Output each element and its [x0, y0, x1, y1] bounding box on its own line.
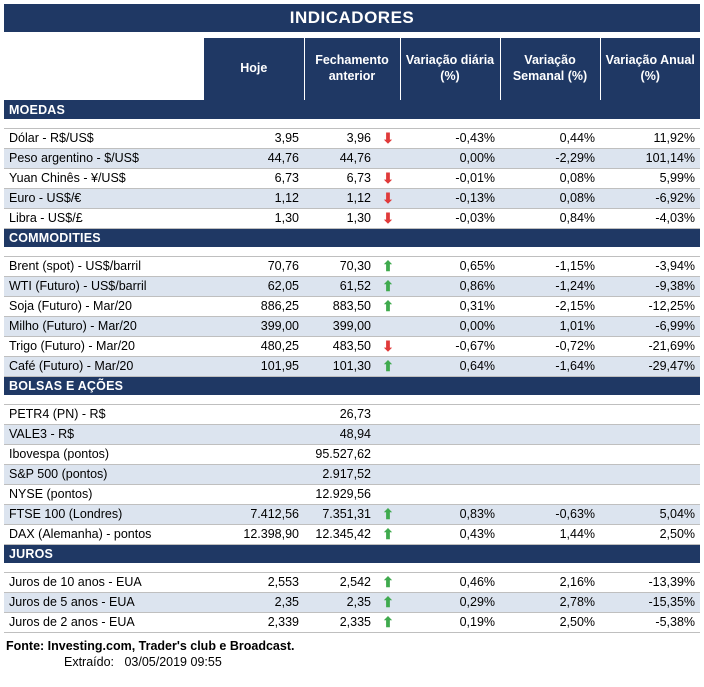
cell-variacao-semanal: -1,24%	[500, 276, 600, 296]
cell-variacao-anual: -6,92%	[600, 188, 700, 208]
cell-fechamento: 12.345,42	[304, 524, 376, 544]
cell-variacao-semanal	[500, 424, 600, 444]
cell-hoje	[204, 424, 304, 444]
arrow-up-icon: ⬆	[376, 296, 400, 316]
cell-variacao-semanal: -0,63%	[500, 504, 600, 524]
cell-variacao-semanal: 0,44%	[500, 128, 600, 148]
cell-variacao-diaria: -0,01%	[400, 168, 500, 188]
table-row	[4, 208, 700, 228]
cell-hoje: 3,95	[204, 128, 304, 148]
cell-variacao-anual: 5,04%	[600, 504, 700, 524]
footer	[4, 637, 700, 671]
cell-variacao-diaria: 0,31%	[400, 296, 500, 316]
cell-variacao-semanal: 2,50%	[500, 612, 600, 632]
table-row	[4, 148, 700, 168]
cell-hoje: 62,05	[204, 276, 304, 296]
spacer-cell	[4, 247, 700, 256]
cell-hoje: 2,339	[204, 612, 304, 632]
cell-fechamento: 399,00	[304, 316, 376, 336]
cell-variacao-anual	[600, 484, 700, 504]
table-row	[4, 524, 700, 544]
cell-variacao-semanal: 1,44%	[500, 524, 600, 544]
cell-variacao-anual: -3,94%	[600, 256, 700, 276]
section-spacer	[4, 563, 700, 572]
spacer-cell	[4, 395, 700, 404]
cell-variacao-diaria: 0,00%	[400, 316, 500, 336]
header-fechamento-anterior: Fechamento anterior	[304, 38, 400, 100]
table-row	[4, 276, 700, 296]
cell-variacao-diaria	[400, 464, 500, 484]
cell-fechamento: 48,94	[304, 424, 376, 444]
row-label: VALE3 - R$	[4, 424, 204, 444]
spacer-cell	[4, 563, 700, 572]
cell-variacao-diaria: 0,83%	[400, 504, 500, 524]
table-body	[4, 100, 700, 632]
cell-fechamento: 95.527,62	[304, 444, 376, 464]
row-label: Trigo (Futuro) - Mar/20	[4, 336, 204, 356]
row-label: Soja (Futuro) - Mar/20	[4, 296, 204, 316]
cell-fechamento: 26,73	[304, 404, 376, 424]
arrow-down-icon: ⬇	[376, 168, 400, 188]
cell-variacao-semanal	[500, 444, 600, 464]
row-label: Brent (spot) - US$/barril	[4, 256, 204, 276]
cell-variacao-anual: 11,92%	[600, 128, 700, 148]
cell-variacao-semanal: -0,72%	[500, 336, 600, 356]
cell-variacao-anual: -29,47%	[600, 356, 700, 376]
header-variacao-anual: Variação Anual (%)	[600, 38, 700, 100]
row-label: Ibovespa (pontos)	[4, 444, 204, 464]
footer-extracted-value: 03/05/2019 09:55	[124, 654, 222, 669]
cell-variacao-diaria: 0,46%	[400, 572, 500, 592]
cell-variacao-anual: 101,14%	[600, 148, 700, 168]
cell-fechamento: 2,35	[304, 592, 376, 612]
table-row	[4, 444, 700, 464]
arrow-none	[376, 424, 400, 444]
cell-fechamento: 483,50	[304, 336, 376, 356]
cell-variacao-semanal: -1,15%	[500, 256, 600, 276]
section-header	[4, 228, 700, 247]
section-title: MOEDAS	[4, 100, 700, 119]
cell-fechamento: 6,73	[304, 168, 376, 188]
cell-variacao-diaria: -0,13%	[400, 188, 500, 208]
table-row	[4, 356, 700, 376]
cell-fechamento: 1,30	[304, 208, 376, 228]
table-row	[4, 128, 700, 148]
cell-fechamento: 44,76	[304, 148, 376, 168]
arrow-down-icon: ⬇	[376, 336, 400, 356]
cell-variacao-anual: -9,38%	[600, 276, 700, 296]
table-row	[4, 484, 700, 504]
cell-variacao-anual: -15,35%	[600, 592, 700, 612]
cell-variacao-semanal: 0,08%	[500, 188, 600, 208]
row-label: Dólar - R$/US$	[4, 128, 204, 148]
cell-variacao-diaria	[400, 444, 500, 464]
arrow-down-icon: ⬇	[376, 208, 400, 228]
cell-variacao-diaria	[400, 424, 500, 444]
row-label: PETR4 (PN) - R$	[4, 404, 204, 424]
cell-variacao-diaria: 0,43%	[400, 524, 500, 544]
cell-hoje: 44,76	[204, 148, 304, 168]
row-label: NYSE (pontos)	[4, 484, 204, 504]
page-title: INDICADORES	[4, 4, 700, 32]
cell-variacao-diaria: 0,00%	[400, 148, 500, 168]
row-label: Milho (Futuro) - Mar/20	[4, 316, 204, 336]
cell-hoje: 6,73	[204, 168, 304, 188]
table-row	[4, 612, 700, 632]
cell-variacao-anual: 5,99%	[600, 168, 700, 188]
table-row	[4, 424, 700, 444]
cell-fechamento: 101,30	[304, 356, 376, 376]
cell-variacao-diaria: -0,67%	[400, 336, 500, 356]
cell-variacao-semanal	[500, 464, 600, 484]
cell-variacao-semanal: 0,08%	[500, 168, 600, 188]
cell-variacao-anual: -4,03%	[600, 208, 700, 228]
row-label: Yuan Chinês - ¥/US$	[4, 168, 204, 188]
row-label: S&P 500 (pontos)	[4, 464, 204, 484]
footer-extracted-label: Extraído:	[64, 654, 115, 669]
cell-hoje	[204, 404, 304, 424]
cell-variacao-anual	[600, 424, 700, 444]
cell-variacao-diaria	[400, 404, 500, 424]
section-header	[4, 544, 700, 563]
cell-variacao-anual: -6,99%	[600, 316, 700, 336]
cell-fechamento: 1,12	[304, 188, 376, 208]
table-row	[4, 592, 700, 612]
table-row	[4, 336, 700, 356]
arrow-none	[376, 316, 400, 336]
cell-fechamento: 883,50	[304, 296, 376, 316]
table-row	[4, 504, 700, 524]
cell-fechamento: 70,30	[304, 256, 376, 276]
cell-hoje	[204, 484, 304, 504]
arrow-none	[376, 484, 400, 504]
arrow-up-icon: ⬆	[376, 592, 400, 612]
header-blank	[4, 38, 204, 100]
header-variacao-semanal: Variação Semanal (%)	[500, 38, 600, 100]
cell-variacao-semanal: 2,16%	[500, 572, 600, 592]
cell-variacao-diaria: 0,65%	[400, 256, 500, 276]
table-row	[4, 296, 700, 316]
cell-hoje: 2,35	[204, 592, 304, 612]
arrow-up-icon: ⬆	[376, 504, 400, 524]
cell-variacao-semanal: -1,64%	[500, 356, 600, 376]
cell-hoje: 399,00	[204, 316, 304, 336]
arrow-up-icon: ⬆	[376, 256, 400, 276]
section-spacer	[4, 395, 700, 404]
table-header	[4, 38, 700, 100]
arrow-none	[376, 148, 400, 168]
arrow-down-icon: ⬇	[376, 188, 400, 208]
cell-variacao-anual: 2,50%	[600, 524, 700, 544]
cell-variacao-diaria: -0,43%	[400, 128, 500, 148]
arrow-up-icon: ⬆	[376, 524, 400, 544]
cell-variacao-semanal	[500, 484, 600, 504]
cell-hoje: 2,553	[204, 572, 304, 592]
cell-fechamento: 3,96	[304, 128, 376, 148]
cell-fechamento: 12.929,56	[304, 484, 376, 504]
header-hoje: Hoje	[204, 38, 304, 100]
header-variacao-diaria: Variação diária (%)	[400, 38, 500, 100]
cell-variacao-anual: -13,39%	[600, 572, 700, 592]
spacer-cell	[4, 119, 700, 128]
section-header	[4, 376, 700, 395]
arrow-up-icon: ⬆	[376, 356, 400, 376]
footer-source: Fonte: Investing.com, Trader's club e Broadcast.	[6, 638, 295, 653]
arrow-up-icon: ⬆	[376, 572, 400, 592]
table-row	[4, 316, 700, 336]
section-header	[4, 100, 700, 119]
cell-hoje: 12.398,90	[204, 524, 304, 544]
row-label: Juros de 5 anos - EUA	[4, 592, 204, 612]
arrow-up-icon: ⬆	[376, 612, 400, 632]
cell-variacao-diaria	[400, 484, 500, 504]
arrow-none	[376, 464, 400, 484]
cell-hoje: 1,12	[204, 188, 304, 208]
row-label: Libra - US$/£	[4, 208, 204, 228]
cell-fechamento: 2,335	[304, 612, 376, 632]
table-row	[4, 404, 700, 424]
cell-hoje: 70,76	[204, 256, 304, 276]
cell-variacao-semanal: -2,29%	[500, 148, 600, 168]
cell-variacao-semanal: -2,15%	[500, 296, 600, 316]
cell-variacao-semanal: 2,78%	[500, 592, 600, 612]
section-spacer	[4, 119, 700, 128]
section-title: JUROS	[4, 544, 700, 563]
cell-variacao-semanal: 1,01%	[500, 316, 600, 336]
cell-hoje	[204, 444, 304, 464]
cell-hoje: 101,95	[204, 356, 304, 376]
arrow-none	[376, 404, 400, 424]
cell-fechamento: 61,52	[304, 276, 376, 296]
footer-extracted	[4, 655, 700, 671]
cell-hoje: 1,30	[204, 208, 304, 228]
row-label: WTI (Futuro) - US$/barril	[4, 276, 204, 296]
cell-variacao-semanal	[500, 404, 600, 424]
row-label: Juros de 2 anos - EUA	[4, 612, 204, 632]
section-title: COMMODITIES	[4, 228, 700, 247]
arrow-down-icon: ⬇	[376, 128, 400, 148]
cell-hoje: 886,25	[204, 296, 304, 316]
cell-variacao-anual: -5,38%	[600, 612, 700, 632]
cell-variacao-anual: -12,25%	[600, 296, 700, 316]
indicators-table	[4, 38, 700, 633]
cell-fechamento: 2.917,52	[304, 464, 376, 484]
table-row	[4, 168, 700, 188]
cell-variacao-anual	[600, 444, 700, 464]
section-title: BOLSAS E AÇÕES	[4, 376, 700, 395]
table-row	[4, 256, 700, 276]
cell-variacao-diaria: 0,86%	[400, 276, 500, 296]
cell-hoje	[204, 464, 304, 484]
cell-variacao-diaria: 0,19%	[400, 612, 500, 632]
cell-hoje: 480,25	[204, 336, 304, 356]
row-label: FTSE 100 (Londres)	[4, 504, 204, 524]
cell-variacao-anual: -21,69%	[600, 336, 700, 356]
cell-variacao-diaria: 0,64%	[400, 356, 500, 376]
row-label: Peso argentino - $/US$	[4, 148, 204, 168]
row-label: Juros de 10 anos - EUA	[4, 572, 204, 592]
section-spacer	[4, 247, 700, 256]
row-label: Café (Futuro) - Mar/20	[4, 356, 204, 376]
row-label: DAX (Alemanha) - pontos	[4, 524, 204, 544]
cell-variacao-diaria: -0,03%	[400, 208, 500, 228]
table-row	[4, 464, 700, 484]
cell-variacao-semanal: 0,84%	[500, 208, 600, 228]
cell-variacao-diaria: 0,29%	[400, 592, 500, 612]
arrow-up-icon: ⬆	[376, 276, 400, 296]
cell-fechamento: 7.351,31	[304, 504, 376, 524]
cell-variacao-anual	[600, 404, 700, 424]
cell-hoje: 7.412,56	[204, 504, 304, 524]
row-label: Euro - US$/€	[4, 188, 204, 208]
cell-variacao-anual	[600, 464, 700, 484]
arrow-none	[376, 444, 400, 464]
table-row	[4, 188, 700, 208]
table-row	[4, 572, 700, 592]
cell-fechamento: 2,542	[304, 572, 376, 592]
